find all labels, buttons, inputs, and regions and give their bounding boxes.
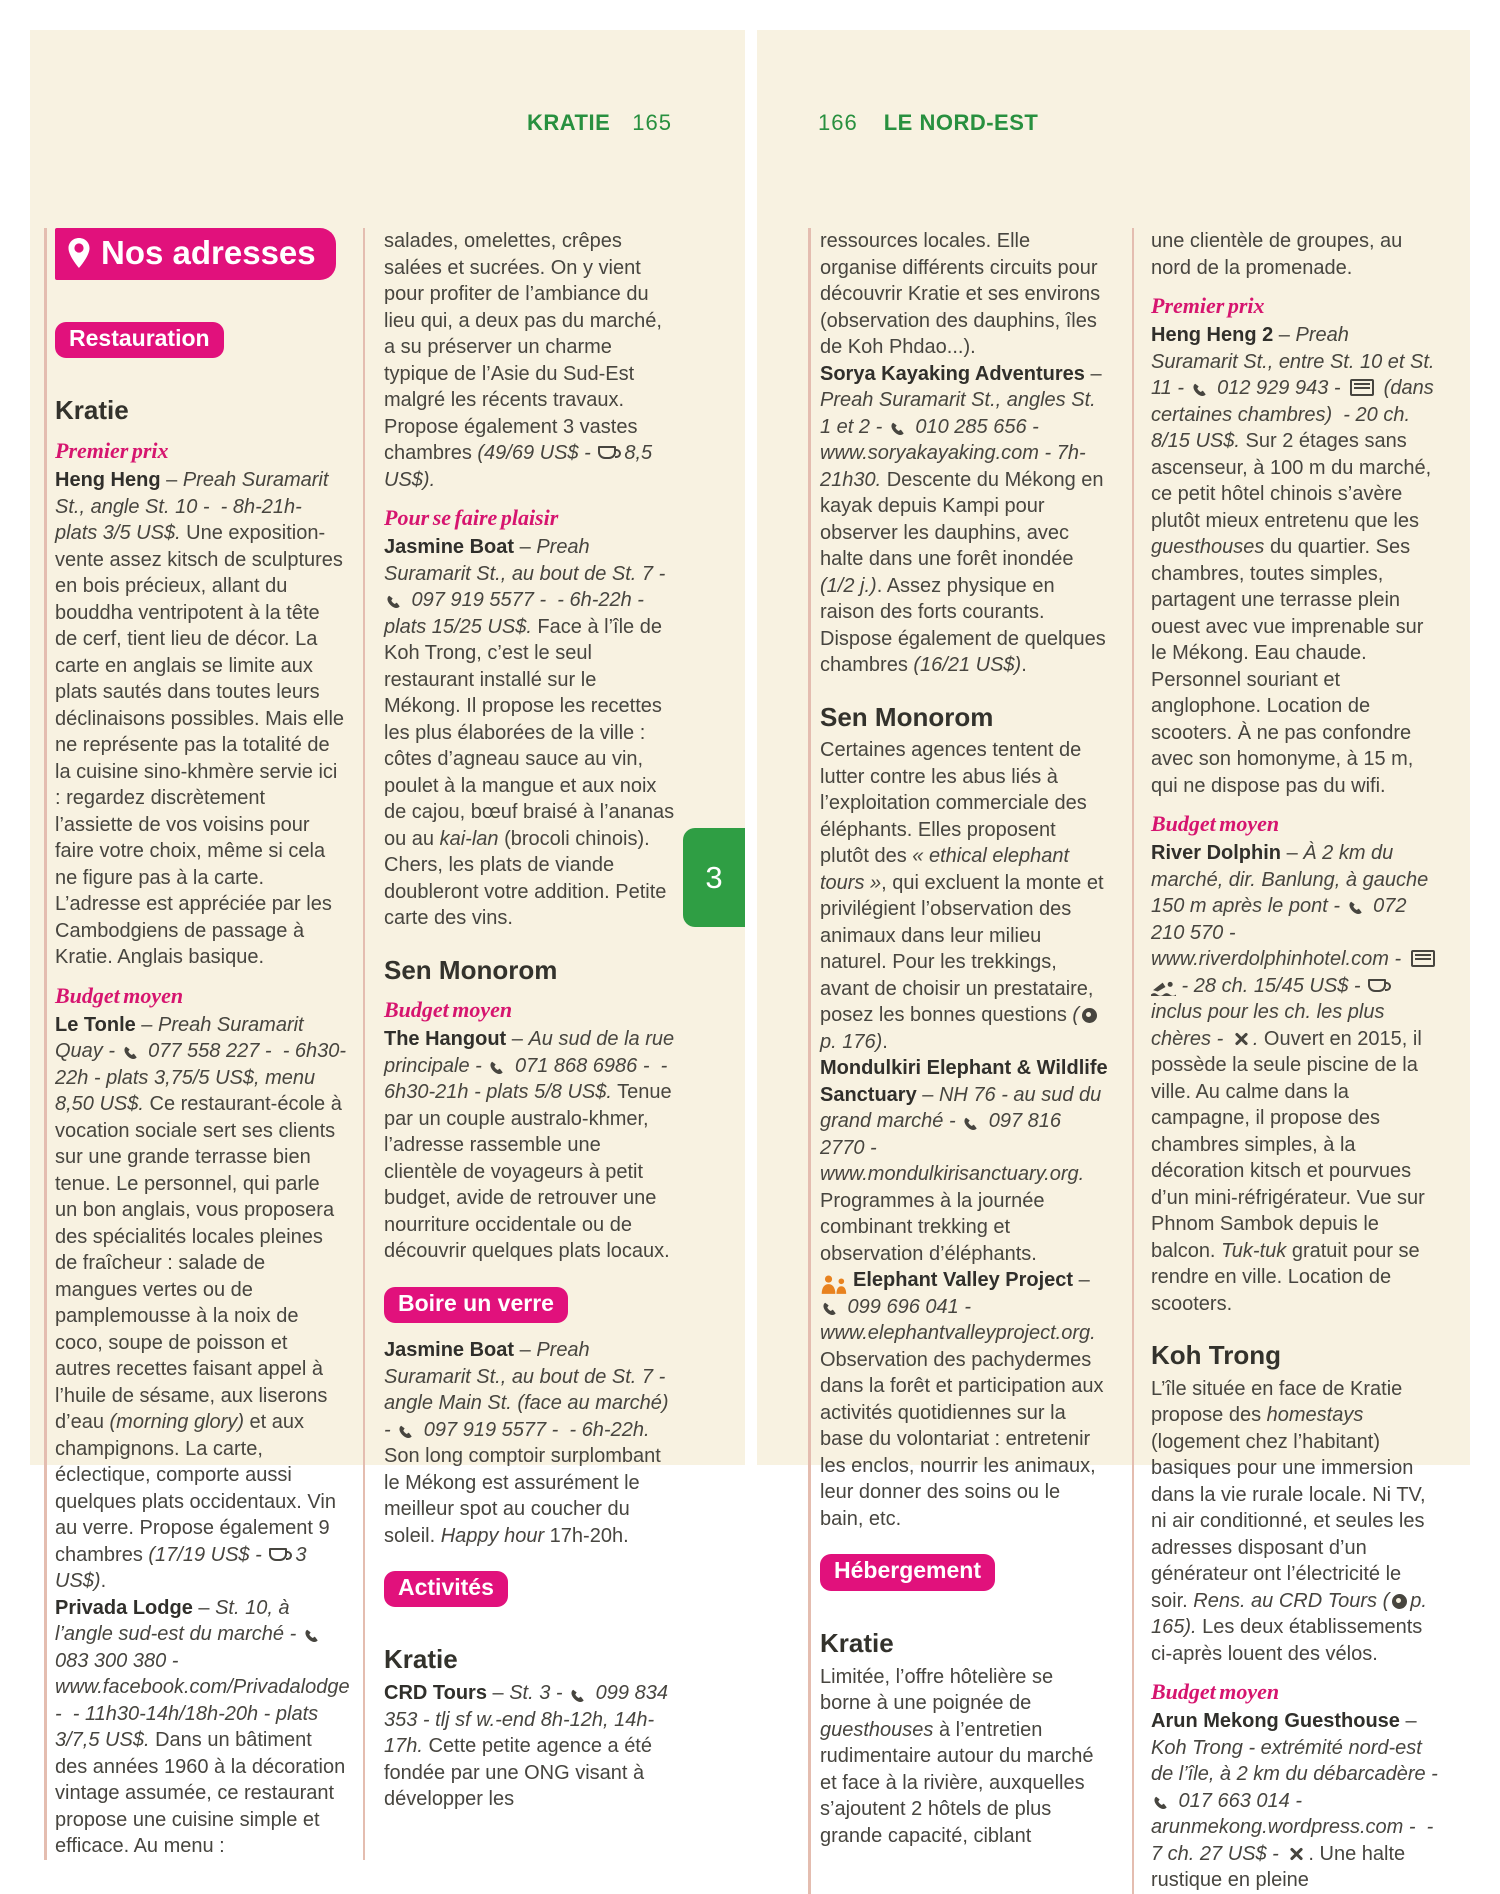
entry-text: (17/19 US$ - bbox=[148, 1543, 268, 1566]
entry-text: – bbox=[514, 1339, 537, 1362]
entry-text: . Une halte rustique en pleine bbox=[1151, 1842, 1406, 1892]
cutlery-icon bbox=[1288, 1846, 1304, 1862]
entry-text: – bbox=[160, 469, 183, 492]
entry-text: ( bbox=[1072, 1004, 1080, 1027]
listing-entry bbox=[384, 1026, 676, 1265]
entry-text: guesthouses bbox=[1151, 536, 1265, 558]
place-heading: Sen Monorom bbox=[384, 954, 558, 985]
aircon-icon bbox=[1350, 379, 1374, 396]
entry-text: à l’entretien rudimentaire autour du marché et face à la rivière, auxquelles s’ajoutent 2 hôtels de plus grande capacité, ciblant bbox=[820, 1718, 1094, 1847]
entry-text: – bbox=[1084, 362, 1102, 385]
running-head: KRATIE bbox=[527, 110, 611, 135]
category-badge: Restauration bbox=[55, 322, 224, 358]
entry-name: Sorya Kayaking Adventures bbox=[820, 362, 1085, 385]
entry-text: Les deux établissements ci-après louent des vélos. bbox=[1151, 1616, 1423, 1665]
entry-text: , qui excluent la monte et privilégient l’observation des animaux dans leur milieu naturel. Pour les trekkings, avant de choisir un prestataire, posez les bonnes questions bbox=[820, 871, 1104, 1027]
see-icon bbox=[1082, 1008, 1097, 1023]
entry-text: ressources locales. Elle organise différents circuits pour découvrir Kratie et ses environs (observation des dauphins, îles de Koh Phdao...). bbox=[820, 230, 1101, 358]
entry-text: - 6h-22h. bbox=[563, 1418, 650, 1441]
entry-name: Heng Heng 2 bbox=[1151, 324, 1274, 346]
price-category-label: Pour se faire plaisir bbox=[384, 505, 559, 530]
entry-text: - 7 ch. 27 US$ - bbox=[1151, 1816, 1434, 1865]
entry-text: 3 US$) bbox=[55, 1543, 307, 1593]
entry-text: (brocoli chinois). Chers, les plats de viande doubleront votre addition. Petite carte des vins. bbox=[384, 827, 667, 929]
entry-text: – bbox=[1273, 324, 1296, 346]
price-category-label: Premier prix bbox=[55, 438, 169, 464]
entry-text: Limitée, l’offre hôtelière se borne à une poignée de bbox=[820, 1665, 1054, 1715]
entry-name: The Hangout bbox=[384, 1028, 507, 1051]
phone-icon bbox=[569, 1688, 586, 1705]
page-header bbox=[527, 110, 672, 136]
listing-entry bbox=[820, 361, 1108, 679]
page-header bbox=[818, 110, 1038, 136]
entry-text: « ethical elephant tours » bbox=[820, 845, 1070, 894]
entry-text: 17h-20h. bbox=[544, 1524, 629, 1547]
entry-name: Privada Lodge bbox=[55, 1596, 193, 1619]
category-badge-row bbox=[820, 1532, 1108, 1604]
section-title-label: Nos adresses bbox=[101, 234, 316, 271]
entry-text: . bbox=[100, 1570, 107, 1593]
entry-text: – bbox=[1073, 1269, 1090, 1292]
entry-text: Preah Suramarit St., angle St. 10 - bbox=[55, 469, 329, 518]
entry-text: 012 929 943 - bbox=[1211, 377, 1347, 399]
listing-entry bbox=[384, 534, 676, 932]
entry-text: Preah Suramarit Quay - bbox=[55, 1013, 304, 1063]
phone-icon bbox=[385, 594, 402, 611]
entry-text: . Assez physique en raison des forts courants. Dispose également de quelques chambres bbox=[820, 574, 1106, 676]
people-icon bbox=[820, 1275, 849, 1294]
section-rule bbox=[808, 228, 811, 1894]
listing-entry bbox=[1151, 840, 1439, 1317]
listing-entry bbox=[820, 1055, 1108, 1267]
phone-icon bbox=[889, 421, 906, 438]
entry-text: - 20 ch. 8/15 US$. bbox=[1151, 403, 1411, 452]
listing-entry bbox=[820, 1664, 1108, 1850]
entry-text: salades, omelettes, crêpes salées et sucrées. On y vient pour profiter de l’ambiance du lieu qui, a deux pas du marché, a su préserver un charme typique de l’Asie du Sud-Est malgré les récents travaux. Propose également 3 vastes chambres bbox=[384, 230, 662, 464]
price-category-label: Budget moyen bbox=[1151, 811, 1280, 836]
entry-text: - 6h30-22h - plats 3,75/5 US$, menu 8,50 US$. bbox=[55, 1040, 347, 1116]
page-left bbox=[30, 30, 745, 1858]
cup-icon bbox=[269, 1548, 287, 1561]
entry-text: 099 696 041 - www.elephantvalleyproject.org. bbox=[820, 1295, 1096, 1345]
listing-entry bbox=[384, 1680, 676, 1813]
entry-text: Rens. au CRD Tours ( bbox=[1193, 1589, 1390, 1612]
entry-text: Une exposition-vente assez kitsch de sculptures en bois précieux, allant du bouddha ventripotent à la tête de cerf, tient lieu de décor. La carte en anglais se limite aux plats sautés dans toutes leurs déclinaisons possibles. Mais elle ne représente pas la totalité de la cuisine sino-khmère servie ici : regardez discrètement l’assiette de vos voisins pour faire votre choix, même si cela ne figure pas à la carte. L’adresse est appréciée par les Cambodgiens de passage à Kratie. Anglais basique. bbox=[55, 522, 345, 969]
category-badge: Hébergement bbox=[820, 1554, 995, 1590]
pool-icon bbox=[1151, 981, 1176, 996]
phone-icon bbox=[122, 1045, 139, 1062]
place-heading: Koh Trong bbox=[1151, 1340, 1281, 1370]
phone-icon bbox=[1191, 382, 1208, 399]
phone-icon bbox=[1152, 1795, 1169, 1812]
cutlery-icon bbox=[1233, 1031, 1249, 1047]
entry-text: – bbox=[192, 1596, 216, 1619]
cup-icon bbox=[598, 446, 616, 459]
entry-text: – bbox=[135, 1013, 158, 1036]
entry-text: (logement chez l’habitant) basiques pour une immersion dans la vie rurale locale. Ni TV, ni air conditionné, et seules les adresses disposant d’un générateur ont l’électricité le soir. bbox=[1151, 1430, 1426, 1612]
entry-text: 8,5 US$). bbox=[384, 442, 653, 491]
section-title-badge bbox=[55, 228, 336, 280]
entry-text: kai-lan bbox=[439, 827, 499, 850]
entry-text: Preah Suramarit St., au bout de St. 7 - angle Main St. (face au marché) - bbox=[384, 1339, 669, 1441]
column bbox=[1151, 228, 1439, 1894]
column bbox=[55, 228, 350, 1860]
entry-name: Le Tonle bbox=[55, 1013, 136, 1036]
entry-text: L’île située en face de Kratie propose des bbox=[1151, 1377, 1403, 1427]
column bbox=[384, 228, 676, 1860]
entry-text: 017 663 014 - arunmekong.wordpress.com - bbox=[1151, 1789, 1422, 1839]
entry-text: – bbox=[506, 1028, 529, 1051]
price-category-label: Budget moyen bbox=[55, 982, 184, 1008]
entry-text: gratuit pour se rendre en ville. Location de scooters. bbox=[1151, 1239, 1420, 1315]
entry-text: 083 300 380 - www.facebook.com/Privadalodge - bbox=[55, 1649, 350, 1725]
entry-text: NH 76 - au sud du grand marché - bbox=[820, 1083, 1102, 1133]
listing-entry bbox=[384, 228, 676, 493]
entry-text: Preah Suramarit St., au bout de St. 7 - bbox=[384, 536, 666, 585]
entry-text: St. 10, à l’angle sud-est du marché - bbox=[55, 1596, 302, 1646]
place-heading: Kratie bbox=[820, 1627, 894, 1658]
phone-icon bbox=[303, 1628, 320, 1645]
entry-name: River Dolphin bbox=[1151, 842, 1282, 864]
columns bbox=[44, 228, 676, 1860]
entry-text: p. 165). bbox=[1151, 1589, 1427, 1639]
entry-text: Au sud de la rue principale - bbox=[384, 1028, 675, 1077]
entry-text: . bbox=[1021, 654, 1027, 676]
entry-text: Tuk-tuk bbox=[1221, 1239, 1287, 1262]
cup-icon bbox=[1368, 979, 1386, 992]
listing-entry bbox=[55, 1012, 347, 1595]
price-category-label: Premier prix bbox=[1151, 293, 1265, 318]
entry-text: Dans un bâtiment des années 1960 à la décoration vintage assumée, ce restaurant propose une cuisine simple et efficace. Au menu : bbox=[55, 1729, 346, 1858]
entry-text: 072 210 570 - www.riverdolphinhotel.com - bbox=[1151, 895, 1407, 970]
listing-entry bbox=[1151, 322, 1439, 799]
entry-text: – bbox=[1281, 842, 1304, 864]
entry-text: 097 816 2770 - www.mondulkirisanctuary.org. bbox=[820, 1110, 1085, 1186]
listing-entry bbox=[1151, 228, 1439, 281]
phone-icon bbox=[397, 1424, 414, 1441]
entry-text: et aux champignons. La carte, éclectique, comporte aussi quelques plats occidentaux. Vin au verre. Propose également 9 chambres bbox=[55, 1411, 336, 1566]
entry-text: Preah Suramarit St., angles St. 1 et 2 - bbox=[820, 389, 1096, 438]
entry-text: une clientèle de groupes, au nord de la promenade. bbox=[1151, 230, 1403, 279]
entry-name: Arun Mekong Guesthouse bbox=[1151, 1710, 1400, 1733]
entry-text: (49/69 US$ - bbox=[477, 442, 597, 464]
entry-text: Koh Trong - extrémité nord-est de l’île, à 2 km du débarcadère - bbox=[1151, 1736, 1438, 1786]
page-number: 166 bbox=[818, 110, 858, 135]
entry-text: 097 919 5577 - bbox=[406, 589, 552, 611]
entry-text: 010 285 656 - www.soryakayaking.com - 7h-21h30. bbox=[820, 415, 1086, 491]
phone-icon bbox=[962, 1116, 979, 1133]
page-right bbox=[757, 30, 1470, 1892]
entry-text: - 11h30-14h/18h-20h - plats 3/7,5 US$. bbox=[55, 1702, 319, 1752]
entry-text: Observation des pachydermes dans la forêt et participation aux activités quotidiennes sur la base du volontariat : entretenir les enclos, nourrir les animaux, leur donner des soins ou le bain, etc. bbox=[820, 1348, 1104, 1530]
entry-text: (16/21 US$) bbox=[913, 654, 1022, 676]
entry-text: 077 558 227 - bbox=[142, 1040, 278, 1063]
entry-text: (morning glory) bbox=[109, 1411, 244, 1434]
entry-text: Son long comptoir surplombant le Mékong est assurément le meilleur spot au coucher du soleil. bbox=[384, 1445, 661, 1547]
location-pin-icon bbox=[67, 237, 91, 269]
phone-icon bbox=[488, 1060, 505, 1077]
place-heading: Kratie bbox=[384, 1644, 458, 1675]
entry-name: Heng Heng bbox=[55, 469, 161, 492]
entry-text: 099 834 353 - tlj sf w.-end 8h-12h, 14h-17h. bbox=[384, 1682, 668, 1758]
listing-entry bbox=[384, 1337, 676, 1549]
running-head: LE NORD-EST bbox=[883, 110, 1039, 135]
entry-text: (1/2 j.) bbox=[820, 574, 877, 597]
entry-text: Sur 2 étages sans ascenseur, à 100 m du marché, ce petit hôtel chinois s’avère plutôt mieux entretenu que les bbox=[1151, 430, 1432, 532]
entry-name: Jasmine Boat bbox=[384, 536, 515, 558]
entry-text: homestays bbox=[1266, 1404, 1364, 1427]
listing-entry bbox=[820, 1267, 1108, 1532]
listing-entry bbox=[820, 228, 1108, 361]
entry-text: Happy hour bbox=[440, 1524, 545, 1547]
category-badge-row bbox=[384, 1265, 676, 1337]
listing-entry bbox=[1151, 1708, 1439, 1894]
entry-text: – bbox=[916, 1083, 939, 1106]
entry-text: - 8h-21h- plats 3/5 US$. bbox=[55, 495, 302, 545]
section-rule bbox=[44, 228, 47, 1860]
entry-text: – bbox=[1399, 1710, 1417, 1733]
chapter-thumb-tab: 3 bbox=[683, 828, 745, 927]
category-badge: Boire un verre bbox=[384, 1287, 568, 1323]
category-badge-row bbox=[384, 1549, 676, 1621]
listing-entry bbox=[55, 467, 347, 971]
entry-name: Jasmine Boat bbox=[384, 1339, 515, 1362]
entry-text: 071 868 6986 - bbox=[509, 1054, 656, 1077]
entry-text: du quartier. Ses chambres, toutes simples, partagent une terrasse plein ouest avec vue imprenable sur le Mékong. Eau chaude. Personnel souriant et anglophone. Location de scooters. À ne pas confondre avec son homonyme, à 15 m, qui ne dispose pas du wifi. bbox=[1151, 536, 1424, 797]
place-heading: Kratie bbox=[55, 395, 129, 426]
category-badge: Activités bbox=[384, 1571, 508, 1607]
phone-icon bbox=[821, 1301, 838, 1318]
entry-text: Programmes à la journée combinant trekking et observation d’éléphants. bbox=[820, 1189, 1045, 1265]
entry-text: Cette petite agence a été fondée par une ONG visant à développer les bbox=[384, 1735, 652, 1811]
column-divider bbox=[363, 228, 365, 1860]
entry-text: . bbox=[1252, 1027, 1259, 1050]
price-category-label: Budget moyen bbox=[384, 997, 513, 1023]
see-icon bbox=[1392, 1594, 1407, 1609]
column-divider bbox=[1132, 228, 1134, 1894]
entry-text: 097 919 5577 - bbox=[418, 1418, 564, 1441]
category-badge-row bbox=[55, 300, 347, 372]
entry-text: St. 3 - bbox=[509, 1682, 569, 1705]
entry-name: CRD Tours bbox=[384, 1682, 487, 1705]
place-heading: Sen Monorom bbox=[820, 701, 994, 732]
column bbox=[820, 228, 1108, 1894]
listing-entry bbox=[820, 737, 1108, 1055]
entry-text: Tenue par un couple australo-khmer, l’adresse rassemble une clientèle de voyageurs à petit budget, avide de retrouver une nourriture occidentale ou de découvrir quelques plats locaux. bbox=[384, 1081, 672, 1263]
columns bbox=[808, 228, 1463, 1894]
entry-text: p. 176) bbox=[820, 1030, 883, 1053]
entry-text: Ouvert en 2015, il possède la seule piscine de la ville. Au calme dans la campagne, il propose des chambres simples, à la décoration kitsch et pourvues d’un mini-réfrigérateur. Vue sur Phnom Sambok depuis le balcon. bbox=[1151, 1027, 1425, 1262]
entry-text: Face à l’île de Koh Trong, c’est le seul restaurant installé sur le Mékong. Il propose les recettes les plus élaborées de la ville : côtes d’agneau sauce au vin, poulet à la mangue et aux noix de cajou, bœuf braisé à l’ananas ou au bbox=[384, 615, 675, 850]
listing-entry bbox=[55, 1595, 350, 1860]
entry-text: - 28 ch. 15/45 US$ - bbox=[1176, 974, 1367, 997]
entry-text: . bbox=[882, 1030, 888, 1053]
entry-text: - 6h30-21h - plats 5/8 US$. bbox=[384, 1054, 668, 1104]
entry-name: Mondulkiri Elephant & Wildlife Sanctuary bbox=[820, 1057, 1108, 1106]
page-number: 165 bbox=[632, 110, 672, 135]
listing-entry bbox=[1151, 1376, 1439, 1668]
entry-text: – bbox=[486, 1682, 510, 1705]
entry-text: Certaines agences tentent de lutter contre les abus liés à l’exploitation commerciale des éléphants. Elles proposent plutôt des bbox=[820, 739, 1087, 868]
entry-text: inclus pour les ch. les plus chères - bbox=[1151, 1001, 1385, 1050]
entry-text: Descente du Mékong en kayak depuis Kampi pour observer les dauphins, avec halte dans une forêt inondée bbox=[820, 468, 1104, 570]
entry-text: – bbox=[514, 536, 537, 558]
price-category-label: Budget moyen bbox=[1151, 1679, 1280, 1705]
entry-text: guesthouses bbox=[820, 1718, 934, 1741]
entry-name: Elephant Valley Project bbox=[853, 1269, 1074, 1292]
phone-icon bbox=[1347, 900, 1364, 917]
entry-text: - 6h-22h - plats 15/25 US$. bbox=[384, 589, 644, 638]
aircon-icon bbox=[1411, 950, 1435, 967]
entry-text: (dans certaines chambres) bbox=[1151, 377, 1434, 426]
entry-text: À 2 km du marché, dir. Banlung, à gauche 150 m après le pont - bbox=[1151, 842, 1429, 917]
entry-text: Ce restaurant-école à vocation sociale sert ses clients sur une grande terrasse bien tenue. Le personnel, qui parle un bon anglais, vous proposera des spécialités locales pleines de fraîcheur : salade de mangues vertes ou de pamplemousse à la noix de coco, soupe de poisson et autres recettes faisant appel à l’huile de sésame, aux liserons d’eau bbox=[55, 1093, 342, 1434]
entry-text: Preah Suramarit St., entre St. 10 et St. 11 - bbox=[1151, 324, 1435, 399]
